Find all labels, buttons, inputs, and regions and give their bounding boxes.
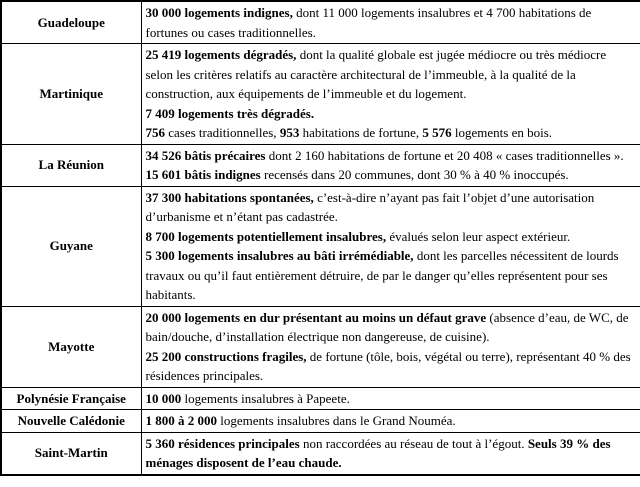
table-row bbox=[1, 387, 640, 410]
details-cell bbox=[141, 144, 640, 186]
text-segment: (absence d’eau, de WC, de bain/douche, d’installation électrique non dangereuse, de cuisine). bbox=[145, 309, 629, 344]
text-segment: non raccordées au réseau de tout à l’égout. bbox=[299, 435, 528, 451]
bold-text-segment: 953 bbox=[279, 125, 300, 140]
paragraph bbox=[146, 104, 636, 124]
details-cell bbox=[141, 44, 640, 145]
text-segment: logements insalubres à Papeete. bbox=[181, 390, 350, 406]
text-segment: dont la qualité globale est jugée médiocre ou très médiocre selon les critères relatifs au caractère architectural de l’immeuble, à la qualité de la construction, aux équipements de l’immeuble et du logement. bbox=[145, 47, 607, 101]
territory-cell: Saint-Martin bbox=[1, 432, 141, 475]
details-cell bbox=[141, 306, 640, 387]
table-row bbox=[1, 144, 640, 186]
territory-cell: Guyane bbox=[1, 186, 141, 306]
paragraph bbox=[146, 308, 636, 347]
text-segment: logements en bois. bbox=[451, 125, 553, 140]
paragraph bbox=[146, 188, 636, 227]
text-segment: évalués selon leur aspect extérieur. bbox=[386, 228, 571, 244]
text-segment: de fortune (tôle, bois, végétal ou terre), représentant 40 % des résidences principales. bbox=[145, 348, 631, 383]
table-row bbox=[1, 306, 640, 387]
text-segment: recensés dans 20 communes, dont 30 % à 40 % inoccupés. bbox=[260, 167, 569, 182]
text-segment: dont 11 000 logements insalubres et 4 700 habitations de fortunes ou cases traditionnelles. bbox=[145, 5, 592, 40]
paragraph bbox=[146, 45, 636, 104]
bold-text-segment: 37 300 habitations spontanées, bbox=[145, 189, 314, 205]
paragraph bbox=[146, 3, 636, 42]
details-cell bbox=[141, 1, 640, 44]
paragraph bbox=[146, 411, 636, 431]
table-row bbox=[1, 432, 640, 475]
bold-text-segment: 5 300 logements insalubres au bâti irrémédiable, bbox=[145, 248, 414, 263]
bold-text-segment: 25 419 logements dégradés, bbox=[145, 47, 297, 62]
paragraph bbox=[146, 347, 636, 386]
territory-cell: Nouvelle Calédonie bbox=[1, 410, 141, 433]
table-row bbox=[1, 186, 640, 306]
text-segment: cases traditionnelles, bbox=[165, 125, 280, 140]
bold-text-segment: 20 000 logements en dur présentant au moins un défaut grave bbox=[145, 309, 487, 325]
bold-text-segment: 15 601 bâtis indignes bbox=[145, 167, 261, 182]
text-segment: habitations de fortune, bbox=[299, 125, 423, 140]
territory-cell: Martinique bbox=[1, 44, 141, 145]
territory-cell: La Réunion bbox=[1, 144, 141, 186]
bold-text-segment: 30 000 logements indignes, bbox=[145, 5, 293, 20]
paragraph bbox=[146, 227, 636, 247]
text-segment: dont les parcelles nécessitent de lourds travaux ou qu’il faut entièrement détruire, de par le danger qu’elles représentent pour ses habitants. bbox=[145, 248, 619, 302]
territory-cell: Polynésie Française bbox=[1, 387, 141, 410]
paragraph bbox=[146, 146, 636, 166]
paragraph bbox=[146, 434, 636, 473]
bold-text-segment: 8 700 logements potentiellement insalubres, bbox=[145, 228, 387, 244]
bold-text-segment: 1 800 à 2 000 bbox=[145, 413, 217, 428]
paragraph bbox=[146, 246, 636, 305]
paragraph bbox=[146, 389, 636, 409]
text-segment: dont 2 160 habitations de fortune et 20 408 « cases traditionnelles ». bbox=[265, 147, 624, 163]
bold-text-segment: 756 bbox=[145, 125, 165, 140]
bold-text-segment: Seuls 39 % des ménages disposent de l’eau chaude. bbox=[145, 435, 611, 470]
territory-cell: Guadeloupe bbox=[1, 1, 141, 44]
bold-text-segment: 5 360 résidences principales bbox=[145, 435, 300, 451]
bold-text-segment: 5 576 bbox=[422, 125, 452, 140]
paragraph bbox=[146, 123, 636, 143]
details-cell bbox=[141, 387, 640, 410]
territory-cell: Mayotte bbox=[1, 306, 141, 387]
bold-text-segment: 10 000 bbox=[145, 390, 182, 406]
details-cell bbox=[141, 186, 640, 306]
details-cell bbox=[141, 410, 640, 433]
table-row bbox=[1, 410, 640, 433]
bold-text-segment: 34 526 bâtis précaires bbox=[145, 147, 266, 163]
table-row bbox=[1, 44, 640, 145]
bold-text-segment: 25 200 constructions fragiles, bbox=[145, 348, 307, 364]
details-cell bbox=[141, 432, 640, 475]
text-segment: c’est-à-dire n’ayant pas fait l’objet d’une autorisation d’urbanisme et n’étant pas cadastrée. bbox=[145, 189, 595, 224]
table-row bbox=[1, 1, 640, 44]
table-body bbox=[1, 1, 640, 475]
bold-text-segment: 7 409 logements très dégradés. bbox=[145, 105, 315, 121]
paragraph bbox=[146, 165, 636, 185]
text-segment: logements insalubres dans le Grand Nouméa. bbox=[217, 413, 456, 428]
